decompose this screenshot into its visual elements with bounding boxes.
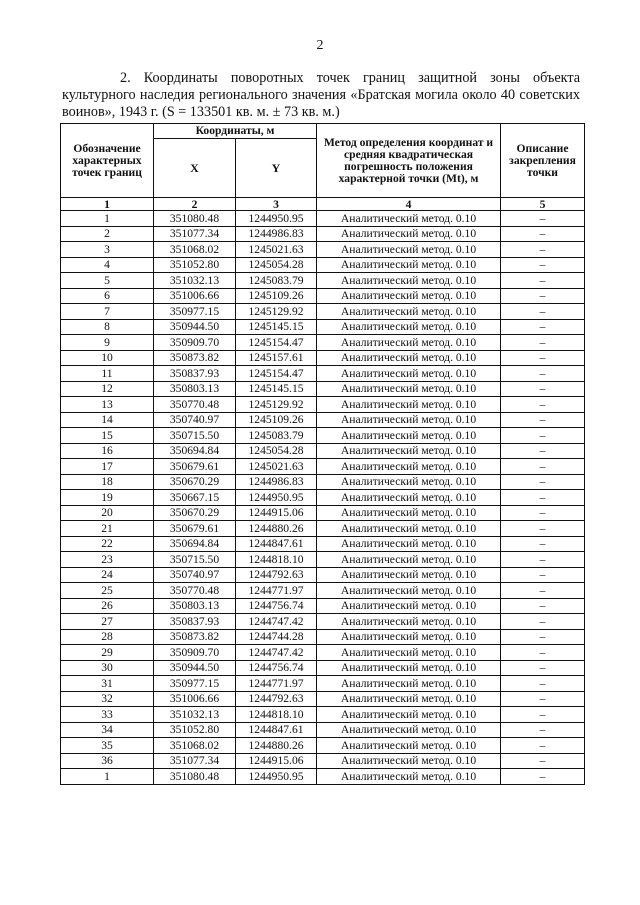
y-coordinate-cell: 1245157.61 xyxy=(236,350,317,366)
table-row xyxy=(61,722,585,738)
method-cell: Аналитический метод. 0.10 xyxy=(317,552,501,568)
point-number-cell: 9 xyxy=(61,335,154,351)
method-cell: Аналитический метод. 0.10 xyxy=(317,536,501,552)
y-coordinate-cell: 1245109.26 xyxy=(236,412,317,428)
x-coordinate-cell: 350873.82 xyxy=(154,629,236,645)
description-cell: – xyxy=(501,335,585,351)
y-coordinate-cell: 1244847.61 xyxy=(236,536,317,552)
x-coordinate-cell: 351032.13 xyxy=(154,707,236,723)
description-cell: – xyxy=(501,242,585,258)
table-row xyxy=(61,288,585,304)
x-coordinate-cell: 350670.29 xyxy=(154,505,236,521)
point-number-cell: 21 xyxy=(61,521,154,537)
method-cell: Аналитический метод. 0.10 xyxy=(317,412,501,428)
method-cell: Аналитический метод. 0.10 xyxy=(317,691,501,707)
table-row xyxy=(61,769,585,785)
method-cell: Аналитический метод. 0.10 xyxy=(317,676,501,692)
method-cell: Аналитический метод. 0.10 xyxy=(317,722,501,738)
point-number-cell: 32 xyxy=(61,691,154,707)
method-cell: Аналитический метод. 0.10 xyxy=(317,490,501,506)
x-coordinate-cell: 350873.82 xyxy=(154,350,236,366)
x-coordinate-cell: 351006.66 xyxy=(154,288,236,304)
y-coordinate-cell: 1244747.42 xyxy=(236,614,317,630)
method-cell: Аналитический метод. 0.10 xyxy=(317,474,501,490)
point-number-cell: 28 xyxy=(61,629,154,645)
point-number-cell: 12 xyxy=(61,381,154,397)
point-number-cell: 10 xyxy=(61,350,154,366)
y-coordinate-cell: 1244756.74 xyxy=(236,660,317,676)
method-cell: Аналитический метод. 0.10 xyxy=(317,226,501,242)
y-coordinate-cell: 1244986.83 xyxy=(236,226,317,242)
method-cell: Аналитический метод. 0.10 xyxy=(317,583,501,599)
y-coordinate-cell: 1244950.95 xyxy=(236,490,317,506)
description-cell: – xyxy=(501,304,585,320)
point-number-cell: 8 xyxy=(61,319,154,335)
table-row xyxy=(61,583,585,599)
method-cell: Аналитический метод. 0.10 xyxy=(317,769,501,785)
y-coordinate-cell: 1244747.42 xyxy=(236,645,317,661)
table-row xyxy=(61,397,585,413)
table-row xyxy=(61,691,585,707)
y-coordinate-cell: 1244986.83 xyxy=(236,474,317,490)
point-number-cell: 17 xyxy=(61,459,154,475)
table-row xyxy=(61,629,585,645)
y-coordinate-cell: 1245083.79 xyxy=(236,428,317,444)
x-coordinate-cell: 351068.02 xyxy=(154,242,236,258)
table-row xyxy=(61,319,585,335)
page-number: 2 xyxy=(316,38,324,53)
description-cell: – xyxy=(501,257,585,273)
table-row xyxy=(61,257,585,273)
table-row xyxy=(61,350,585,366)
description-cell: – xyxy=(501,536,585,552)
description-cell: – xyxy=(501,443,585,459)
point-number-cell: 34 xyxy=(61,722,154,738)
method-cell: Аналитический метод. 0.10 xyxy=(317,273,501,289)
method-cell: Аналитический метод. 0.10 xyxy=(317,505,501,521)
table-row xyxy=(61,676,585,692)
section-heading: 2. Координаты поворотных точек границ защитной зоны объекта культурного наследия регионального значения «Братская могила около 40 советских воинов», 1943 г. (S = 133501 кв. м. ± 73 кв. м.) xyxy=(62,70,580,120)
description-cell: – xyxy=(501,521,585,537)
y-coordinate-cell: 1245129.92 xyxy=(236,304,317,320)
description-cell: – xyxy=(501,397,585,413)
table-row xyxy=(61,490,585,506)
x-coordinate-cell: 350670.29 xyxy=(154,474,236,490)
point-number-cell: 22 xyxy=(61,536,154,552)
point-number-cell: 11 xyxy=(61,366,154,382)
description-cell: – xyxy=(501,614,585,630)
description-cell: – xyxy=(501,288,585,304)
method-cell: Аналитический метод. 0.10 xyxy=(317,366,501,382)
point-number-cell: 24 xyxy=(61,567,154,583)
description-cell: – xyxy=(501,707,585,723)
y-coordinate-cell: 1244771.97 xyxy=(236,676,317,692)
table-row xyxy=(61,381,585,397)
y-coordinate-cell: 1245083.79 xyxy=(236,273,317,289)
table-row xyxy=(61,552,585,568)
y-coordinate-cell: 1244756.74 xyxy=(236,598,317,614)
x-coordinate-cell: 350694.84 xyxy=(154,536,236,552)
method-cell: Аналитический метод. 0.10 xyxy=(317,428,501,444)
point-number-cell: 14 xyxy=(61,412,154,428)
header-coordinates: Координаты, м xyxy=(154,124,317,139)
x-coordinate-cell: 351052.80 xyxy=(154,257,236,273)
method-cell: Аналитический метод. 0.10 xyxy=(317,381,501,397)
y-coordinate-cell: 1244792.63 xyxy=(236,691,317,707)
table-row xyxy=(61,242,585,258)
method-cell: Аналитический метод. 0.10 xyxy=(317,242,501,258)
table-row xyxy=(61,443,585,459)
table-row xyxy=(61,335,585,351)
x-coordinate-cell: 350977.15 xyxy=(154,304,236,320)
point-number-cell: 16 xyxy=(61,443,154,459)
method-cell: Аналитический метод. 0.10 xyxy=(317,614,501,630)
column-number-1: 1 xyxy=(61,198,154,211)
table-row xyxy=(61,226,585,242)
description-cell: – xyxy=(501,691,585,707)
y-coordinate-cell: 1244915.06 xyxy=(236,753,317,769)
header-x: X xyxy=(154,139,236,198)
y-coordinate-cell: 1244880.26 xyxy=(236,521,317,537)
description-cell: – xyxy=(501,490,585,506)
point-number-cell: 3 xyxy=(61,242,154,258)
y-coordinate-cell: 1244771.97 xyxy=(236,583,317,599)
point-number-cell: 19 xyxy=(61,490,154,506)
x-coordinate-cell: 350770.48 xyxy=(154,397,236,413)
x-coordinate-cell: 350679.61 xyxy=(154,459,236,475)
method-cell: Аналитический метод. 0.10 xyxy=(317,350,501,366)
x-coordinate-cell: 351032.13 xyxy=(154,273,236,289)
point-number-cell: 2 xyxy=(61,226,154,242)
x-coordinate-cell: 350803.13 xyxy=(154,381,236,397)
description-cell: – xyxy=(501,350,585,366)
description-cell: – xyxy=(501,753,585,769)
method-cell: Аналитический метод. 0.10 xyxy=(317,738,501,754)
point-number-cell: 29 xyxy=(61,645,154,661)
description-cell: – xyxy=(501,629,585,645)
y-coordinate-cell: 1245109.26 xyxy=(236,288,317,304)
point-number-cell: 1 xyxy=(61,769,154,785)
table-row xyxy=(61,660,585,676)
header-method: Метод определения координат и средняя квадратическая погрешность положения характерной точки (Mt), м xyxy=(317,124,501,198)
x-coordinate-cell: 351077.34 xyxy=(154,753,236,769)
point-number-cell: 33 xyxy=(61,707,154,723)
y-coordinate-cell: 1244792.63 xyxy=(236,567,317,583)
y-coordinate-cell: 1245054.28 xyxy=(236,257,317,273)
table-row xyxy=(61,521,585,537)
description-cell: – xyxy=(501,722,585,738)
method-cell: Аналитический метод. 0.10 xyxy=(317,257,501,273)
description-cell: – xyxy=(501,552,585,568)
point-number-cell: 26 xyxy=(61,598,154,614)
table-row xyxy=(61,645,585,661)
y-coordinate-cell: 1244818.10 xyxy=(236,552,317,568)
x-coordinate-cell: 350944.50 xyxy=(154,660,236,676)
y-coordinate-cell: 1244880.26 xyxy=(236,738,317,754)
x-coordinate-cell: 351006.66 xyxy=(154,691,236,707)
y-coordinate-cell: 1244950.95 xyxy=(236,211,317,227)
point-number-cell: 27 xyxy=(61,614,154,630)
point-number-cell: 1 xyxy=(61,211,154,227)
table-row xyxy=(61,614,585,630)
description-cell: – xyxy=(501,412,585,428)
y-coordinate-cell: 1245154.47 xyxy=(236,366,317,382)
x-coordinate-cell: 350740.97 xyxy=(154,567,236,583)
method-cell: Аналитический метод. 0.10 xyxy=(317,304,501,320)
method-cell: Аналитический метод. 0.10 xyxy=(317,319,501,335)
description-cell: – xyxy=(501,505,585,521)
description-cell: – xyxy=(501,226,585,242)
column-number-5: 5 xyxy=(501,198,585,211)
description-cell: – xyxy=(501,583,585,599)
method-cell: Аналитический метод. 0.10 xyxy=(317,521,501,537)
method-cell: Аналитический метод. 0.10 xyxy=(317,397,501,413)
point-number-cell: 25 xyxy=(61,583,154,599)
description-cell: – xyxy=(501,676,585,692)
x-coordinate-cell: 350667.15 xyxy=(154,490,236,506)
method-cell: Аналитический метод. 0.10 xyxy=(317,288,501,304)
method-cell: Аналитический метод. 0.10 xyxy=(317,707,501,723)
table-row xyxy=(61,753,585,769)
y-coordinate-cell: 1245021.63 xyxy=(236,459,317,475)
column-number-2: 2 xyxy=(154,198,236,211)
table-row xyxy=(61,304,585,320)
header-point-designation: Обозначение характерных точек границ xyxy=(61,124,154,198)
point-number-cell: 23 xyxy=(61,552,154,568)
table-row xyxy=(61,567,585,583)
method-cell: Аналитический метод. 0.10 xyxy=(317,753,501,769)
method-cell: Аналитический метод. 0.10 xyxy=(317,335,501,351)
x-coordinate-cell: 350977.15 xyxy=(154,676,236,692)
y-coordinate-cell: 1245154.47 xyxy=(236,335,317,351)
method-cell: Аналитический метод. 0.10 xyxy=(317,660,501,676)
y-coordinate-cell: 1244950.95 xyxy=(236,769,317,785)
x-coordinate-cell: 350715.50 xyxy=(154,552,236,568)
x-coordinate-cell: 351080.48 xyxy=(154,769,236,785)
column-number-4: 4 xyxy=(317,198,501,211)
method-cell: Аналитический метод. 0.10 xyxy=(317,567,501,583)
x-coordinate-cell: 351080.48 xyxy=(154,211,236,227)
point-number-cell: 5 xyxy=(61,273,154,289)
description-cell: – xyxy=(501,598,585,614)
y-coordinate-cell: 1244744.28 xyxy=(236,629,317,645)
description-cell: – xyxy=(501,211,585,227)
x-coordinate-cell: 350837.93 xyxy=(154,366,236,382)
y-coordinate-cell: 1244847.61 xyxy=(236,722,317,738)
point-number-cell: 35 xyxy=(61,738,154,754)
y-coordinate-cell: 1244818.10 xyxy=(236,707,317,723)
method-cell: Аналитический метод. 0.10 xyxy=(317,459,501,475)
x-coordinate-cell: 350694.84 xyxy=(154,443,236,459)
point-number-cell: 7 xyxy=(61,304,154,320)
table-row xyxy=(61,536,585,552)
table-row xyxy=(61,474,585,490)
table-row xyxy=(61,738,585,754)
description-cell: – xyxy=(501,645,585,661)
point-number-cell: 4 xyxy=(61,257,154,273)
y-coordinate-cell: 1244915.06 xyxy=(236,505,317,521)
table-row xyxy=(61,412,585,428)
description-cell: – xyxy=(501,428,585,444)
x-coordinate-cell: 350740.97 xyxy=(154,412,236,428)
table-row xyxy=(61,273,585,289)
point-number-cell: 20 xyxy=(61,505,154,521)
method-cell: Аналитический метод. 0.10 xyxy=(317,211,501,227)
description-cell: – xyxy=(501,474,585,490)
description-cell: – xyxy=(501,459,585,475)
description-cell: – xyxy=(501,660,585,676)
table-row xyxy=(61,707,585,723)
y-coordinate-cell: 1245054.28 xyxy=(236,443,317,459)
table-row xyxy=(61,459,585,475)
description-cell: – xyxy=(501,381,585,397)
table-row xyxy=(61,598,585,614)
x-coordinate-cell: 350909.70 xyxy=(154,335,236,351)
y-coordinate-cell: 1245145.15 xyxy=(236,319,317,335)
point-number-cell: 36 xyxy=(61,753,154,769)
description-cell: – xyxy=(501,319,585,335)
description-cell: – xyxy=(501,366,585,382)
table-row xyxy=(61,428,585,444)
x-coordinate-cell: 351052.80 xyxy=(154,722,236,738)
table-row xyxy=(61,211,585,227)
description-cell: – xyxy=(501,567,585,583)
description-cell: – xyxy=(501,273,585,289)
point-number-cell: 18 xyxy=(61,474,154,490)
x-coordinate-cell: 350909.70 xyxy=(154,645,236,661)
method-cell: Аналитический метод. 0.10 xyxy=(317,443,501,459)
x-coordinate-cell: 350679.61 xyxy=(154,521,236,537)
table-body xyxy=(61,211,585,785)
point-number-cell: 30 xyxy=(61,660,154,676)
method-cell: Аналитический метод. 0.10 xyxy=(317,629,501,645)
description-cell: – xyxy=(501,769,585,785)
header-description: Описание закрепления точки xyxy=(501,124,585,198)
table-row xyxy=(61,366,585,382)
x-coordinate-cell: 351068.02 xyxy=(154,738,236,754)
x-coordinate-cell: 350837.93 xyxy=(154,614,236,630)
description-cell: – xyxy=(501,738,585,754)
x-coordinate-cell: 350770.48 xyxy=(154,583,236,599)
point-number-cell: 15 xyxy=(61,428,154,444)
x-coordinate-cell: 350944.50 xyxy=(154,319,236,335)
column-number-3: 3 xyxy=(236,198,317,211)
header-y: Y xyxy=(236,139,317,198)
x-coordinate-cell: 350715.50 xyxy=(154,428,236,444)
x-coordinate-cell: 351077.34 xyxy=(154,226,236,242)
y-coordinate-cell: 1245145.15 xyxy=(236,381,317,397)
table-row xyxy=(61,505,585,521)
y-coordinate-cell: 1245129.92 xyxy=(236,397,317,413)
point-number-cell: 31 xyxy=(61,676,154,692)
y-coordinate-cell: 1245021.63 xyxy=(236,242,317,258)
point-number-cell: 6 xyxy=(61,288,154,304)
coordinates-table xyxy=(60,123,585,785)
method-cell: Аналитический метод. 0.10 xyxy=(317,598,501,614)
point-number-cell: 13 xyxy=(61,397,154,413)
method-cell: Аналитический метод. 0.10 xyxy=(317,645,501,661)
x-coordinate-cell: 350803.13 xyxy=(154,598,236,614)
